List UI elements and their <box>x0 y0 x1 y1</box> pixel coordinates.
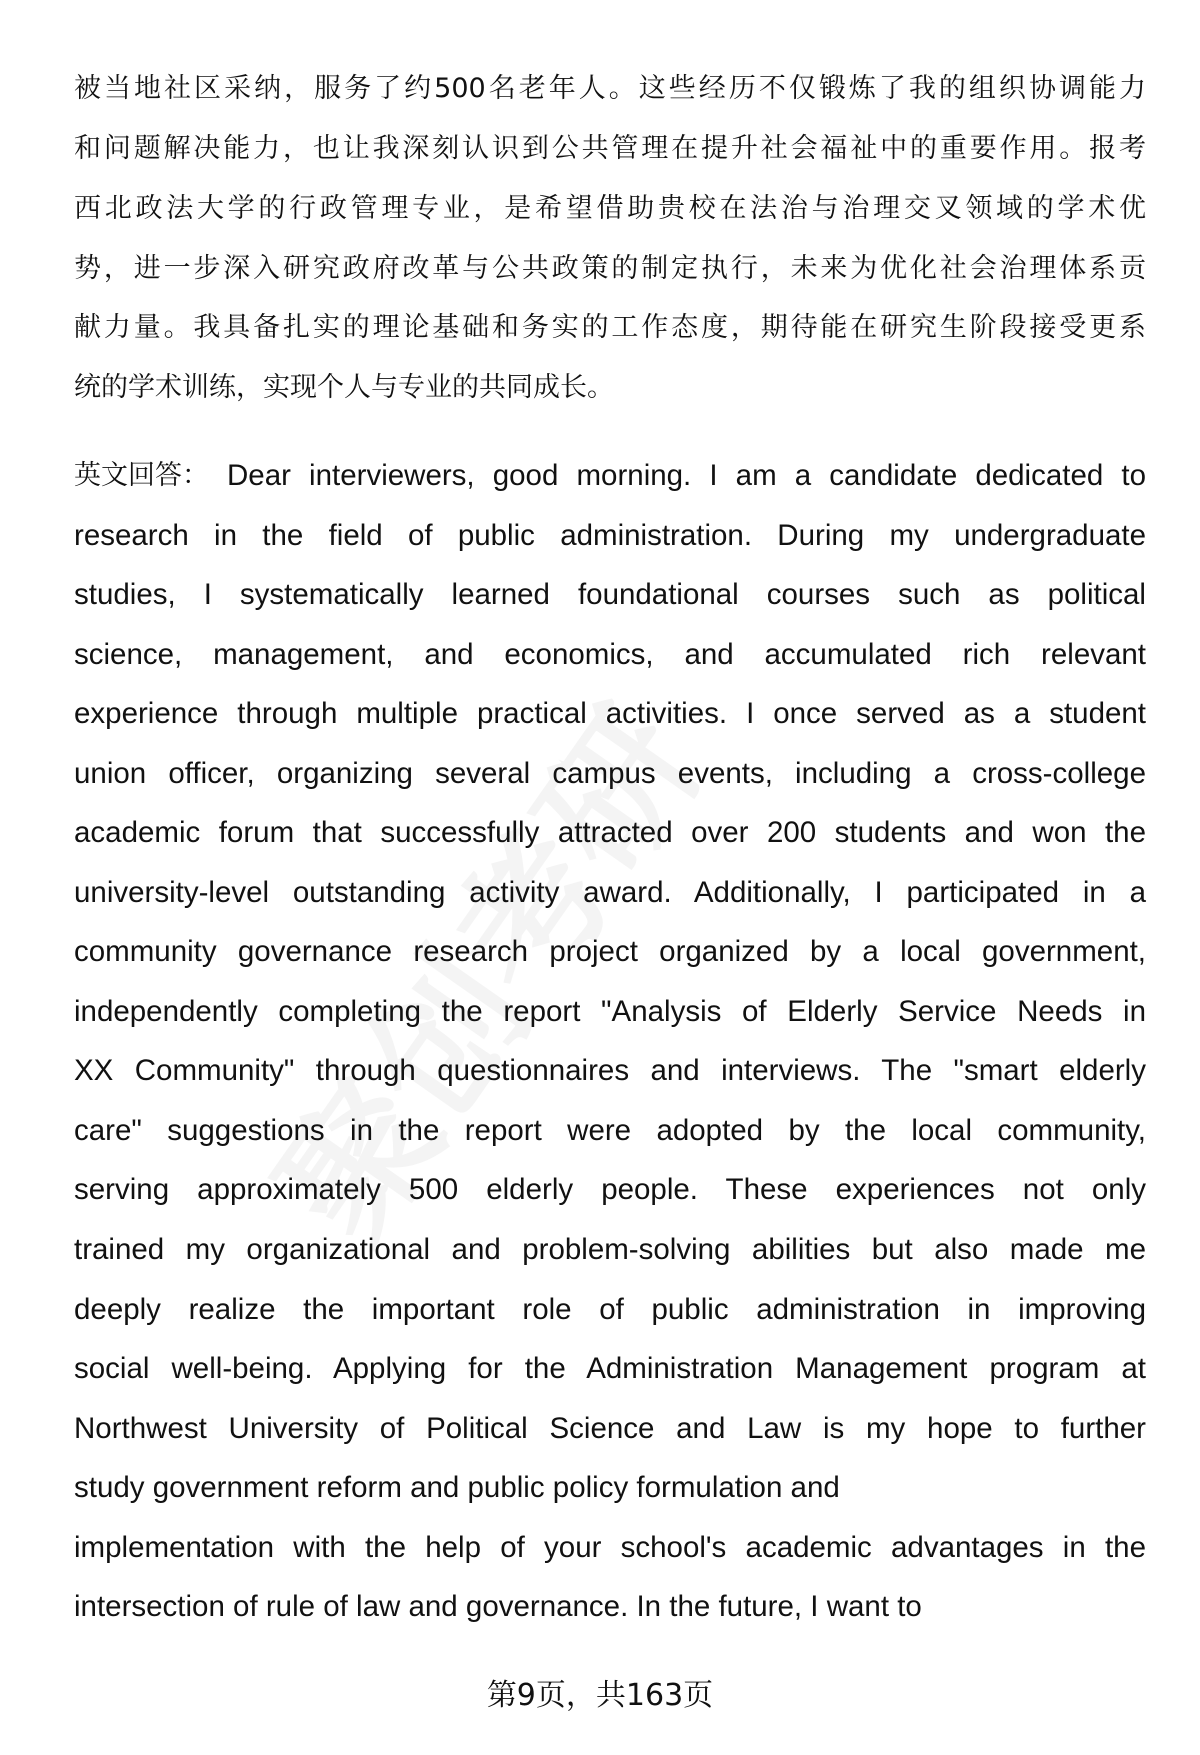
paragraph-line: academic forum that successfully attracted over 200 students and won the <box>74 816 1146 849</box>
paragraph-line: independently completing the report "Analysis of Elderly Service Needs in <box>74 995 1146 1028</box>
paragraph-line: Northwest University of Political Science and Law is my hope to further <box>74 1412 1146 1445</box>
paragraph-line: union officer, organizing several campus events, including a cross-college <box>74 757 1146 790</box>
paragraph-line: university-level outstanding activity award. Additionally, I participated in a <box>74 876 1146 909</box>
english-answer-label: 英文回答： <box>74 460 209 491</box>
paragraph-line: 和问题解决能力，也让我深刻认识到公共管理在提升社会福祉中的重要作用。报考 <box>74 133 1146 164</box>
paragraph-line: serving approximately 500 elderly people. These experiences not only <box>74 1173 1146 1206</box>
paragraph-line: Dear interviewers, good morning. I am a candidate dedicated to <box>227 459 1146 492</box>
paragraph-line: 势，进一步深入研究政府改革与公共政策的制定执行，未来为优化社会治理体系贡 <box>74 253 1146 284</box>
paragraph-line: study government reform and public policy formulation and <box>74 1471 840 1504</box>
paragraph-line: research in the field of public administration. During my undergraduate <box>74 519 1146 552</box>
paragraph-line: science, management, and economics, and accumulated rich relevant <box>74 638 1146 671</box>
paragraph-line: XX Community" through questionnaires and interviews. The "smart elderly <box>74 1054 1146 1087</box>
paragraph-line: social well-being. Applying for the Administration Management program at <box>74 1352 1146 1385</box>
paragraph-line: trained my organizational and problem-solving abilities but also made me <box>74 1233 1146 1266</box>
paragraph-line: community governance research project organized by a local government, <box>74 935 1146 968</box>
paragraph-line: care" suggestions in the report were adopted by the local community, <box>74 1114 1146 1147</box>
paragraph-line: 被当地社区采纳，服务了约500名老年人。这些经历不仅锻炼了我的组织协调能力 <box>74 73 1146 104</box>
paragraph-line: studies, I systematically learned foundational courses such as political <box>74 578 1146 611</box>
english-answer-first-line <box>74 456 1146 496</box>
paragraph-line: intersection of rule of law and governance. In the future, I want to <box>74 1590 922 1623</box>
paragraph-line: 统的学术训练，实现个人与专业的共同成长。 <box>74 372 614 403</box>
paragraph-line: experience through multiple practical activities. I once served as a student <box>74 697 1146 730</box>
page-indicator: 第9页，共163页 <box>486 1678 714 1713</box>
paragraph-line: deeply realize the important role of public administration in improving <box>74 1293 1146 1326</box>
paragraph-line: implementation with the help of your school's academic advantages in the <box>74 1531 1146 1564</box>
paragraph-line: 西北政法大学的行政管理专业，是希望借助贵校在法治与治理交叉领域的学术优 <box>74 193 1146 224</box>
paragraph-line: 献力量。我具备扎实的理论基础和务实的工作态度，期待能在研究生阶段接受更系 <box>74 312 1146 343</box>
